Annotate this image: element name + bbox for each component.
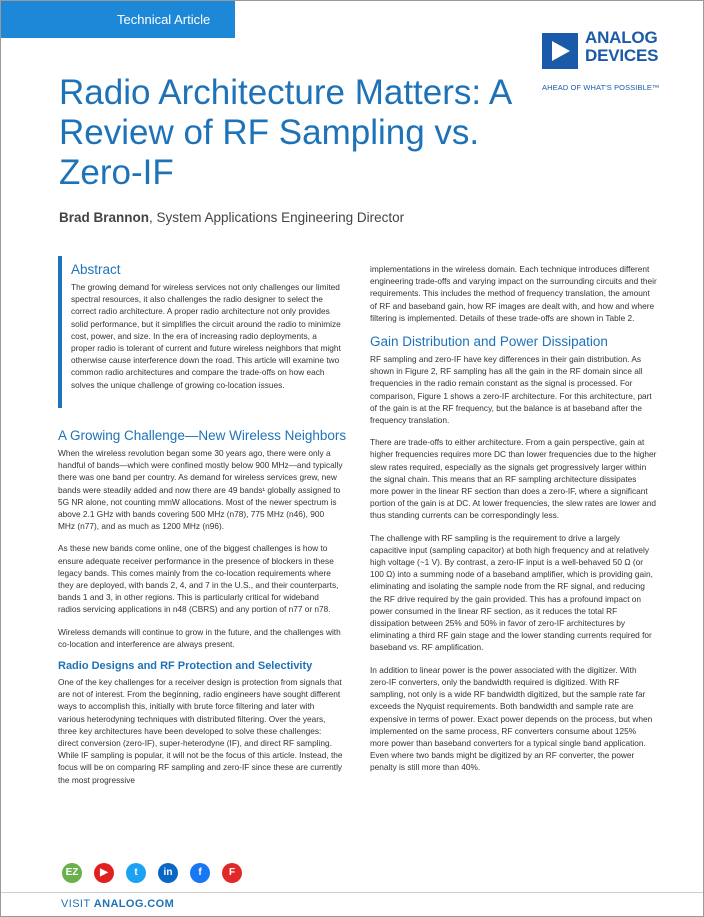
social-links xyxy=(62,863,242,883)
youtube-icon[interactable]: ▶ xyxy=(94,863,114,883)
company-logo[interactable] xyxy=(542,29,682,95)
ez-icon[interactable]: EZ xyxy=(62,863,82,883)
author-name: Brad Brannon xyxy=(59,210,150,225)
paragraph: implementations in the wireless domain. Each technique introduces different engineering trade-offs and varying impact on the surrounding circuits and their requirements. This includes the method of frequency translation, the amount of RF and baseband gain, how RF images are dealt with, and how and where filtering is implemented. Details of these trade-offs are shown in Table 2. xyxy=(370,264,657,323)
paragraph: Wireless demands will continue to grow in the future, and the challenges with co-location and interference are always present. xyxy=(58,626,341,649)
visit-link[interactable]: VISIT ANALOG.COM xyxy=(61,898,175,910)
paragraph: RF sampling and zero-IF have key differences in their gain distribution. As shown in Figure 2, RF sampling has all the gain in the RF domain since all frequencies in the radio remain constant as the signal is processed. For comparison, Figure 1 shows a zero-IF architecture. For this architecture, part of the gain is at the RF frequency, but the balance is at baseband after the frequency translation. xyxy=(370,354,652,426)
abstract-text: The growing demand for wireless services not only challenges our limited spectral resources, it also challenges the radio designer to select the correct radio architecture. A proper radio architecture not only provides solid performance, but it simplifies the circuit around the radio to minimize cost, power, and size. In the era of increasing radio deployments, a proper radio is tolerant of current and future wireless neighbors that might otherwise cause interference down the road. This article will examine two common radio architectures and compare the trade-offs on how each solves the unique challenge of growing co-location issues. xyxy=(71,282,341,390)
footer-divider xyxy=(1,892,704,893)
section-heading-gain-distribution: Gain Distribution and Power Dissipation xyxy=(370,334,608,350)
abstract xyxy=(71,262,343,401)
facebook-icon[interactable]: f xyxy=(190,863,210,883)
flipboard-icon[interactable]: F xyxy=(222,863,242,883)
author-role: , System Applications Engineering Director xyxy=(149,210,405,225)
paragraph: When the wireless revolution began some 30 years ago, there were only a handful of bands—which were confined mostly below 900 MHz—and typically there was one band per country. As demand for wireless services grew, new bands were steadily added and now there are 49 bands¹ globally assigned to 5G NR alone, not counting mmW allocations. Most of the newer spectrum is above 2.1 GHz with bands covering 500 MHz (n78), 775 MHz (n46), 900 MHz (n77), and as much as 1200 MHz (n96). xyxy=(58,448,343,532)
paragraph: The challenge with RF sampling is the requirement to drive a largely capacitive input (sampling capacitor) at both high frequency and at relatively high voltage (~1 V). By contrast, a zero-IF input is a well-behaved 50 Ω (or 100 Ω) into a summing node of a baseband amplifier, which is providing gain, eliminating and isolating the sample node from the RF signal, and reducing the RF drive required by the gain provided. This has a profound impact on power consumed in the linear RF section, as it reduces the total RF dissipation between 25% and 50% in favor of zero-IF architectures by eliminating a third RF gain stage and the lower standing currents required for baseband vs. RF amplification. xyxy=(370,532,653,653)
byline xyxy=(59,210,404,225)
logo-name: ANALOG DEVICES xyxy=(585,28,659,65)
left-column xyxy=(58,428,347,796)
paragraph: In addition to linear power is the power associated with the digitizer. With zero-IF converters, only the bandwidth required is digitized. With RF sampling, not only is a wide RF bandwidth digitized, but the sample rate far exceeds the Nyquist requirements. Both bandwidth and sample rate are expensive in terms of power. Exact power depends on the process, but when implemented on the same process, RF converters consume about 125% more power than baseband converters for a typical single band application. Even where two bands might be digitized by an RF converter, the power penalty is still more than 40%. xyxy=(370,664,653,773)
paragraph: As these new bands come online, one of the biggest challenges is how to ensure adequate receiver performance in the presence of blockers in these legacy bands. This comes mainly from the co-location requirements where they are deployed, with bands 2, 4, and 7 in the U.S., and their counterparts, bands 1 and 3, in other regions. This is particularly critical for wideband radios servicing applications in n48 (CBRS) and any portion of n77 or n78. xyxy=(58,543,339,615)
abstract-heading: Abstract xyxy=(71,262,121,277)
article-type-tag: Technical Article xyxy=(1,1,235,38)
twitter-icon[interactable]: t xyxy=(126,863,146,883)
paragraph: There are trade-offs to either architecture. From a gain perspective, gain at higher frequencies requires more DC than lower frequencies due to the higher slew rates required, especially as the signals get progressively larger within the signal chain. This means that an RF sampling architecture dissipates more power in the linear RF section than does a zero-IF, where a significant portion of the gain is at DC. At lower frequencies, the slew rates are lower and thus standing currents can be correspondingly less. xyxy=(370,437,657,521)
linkedin-icon[interactable]: in xyxy=(158,863,178,883)
section-heading-growing-challenge: A Growing Challenge—New Wireless Neighbors xyxy=(58,428,347,443)
article-title: Radio Architecture Matters: A Review of RF Sampling vs. Zero-IF xyxy=(59,73,511,192)
paragraph: One of the key challenges for a receiver design is protection from signals that are not of interest. From the beginning, radio engineers have sought different ways to accomplish this, initially with brute force filtering and later with various heterodyning techniques with distributed filtering. Over the years, three key architectures have been developed to solve these challenges: direct conversion (zero-IF), super-heterodyne (IF), and direct RF sampling. While IF sampling is popular, it will not be the focus of this article. Instead, the focus will be on comparing RF sampling and zero-IF since these are currently the most progressive xyxy=(58,677,343,785)
section-heading-radio-designs: Radio Designs and RF Protection and Selectivity xyxy=(58,660,313,673)
logo-tagline: AHEAD OF WHAT'S POSSIBLE™ xyxy=(542,83,660,92)
abstract-accent-bar xyxy=(58,256,62,408)
logo-triangle-icon xyxy=(542,33,578,69)
right-column xyxy=(370,263,657,784)
